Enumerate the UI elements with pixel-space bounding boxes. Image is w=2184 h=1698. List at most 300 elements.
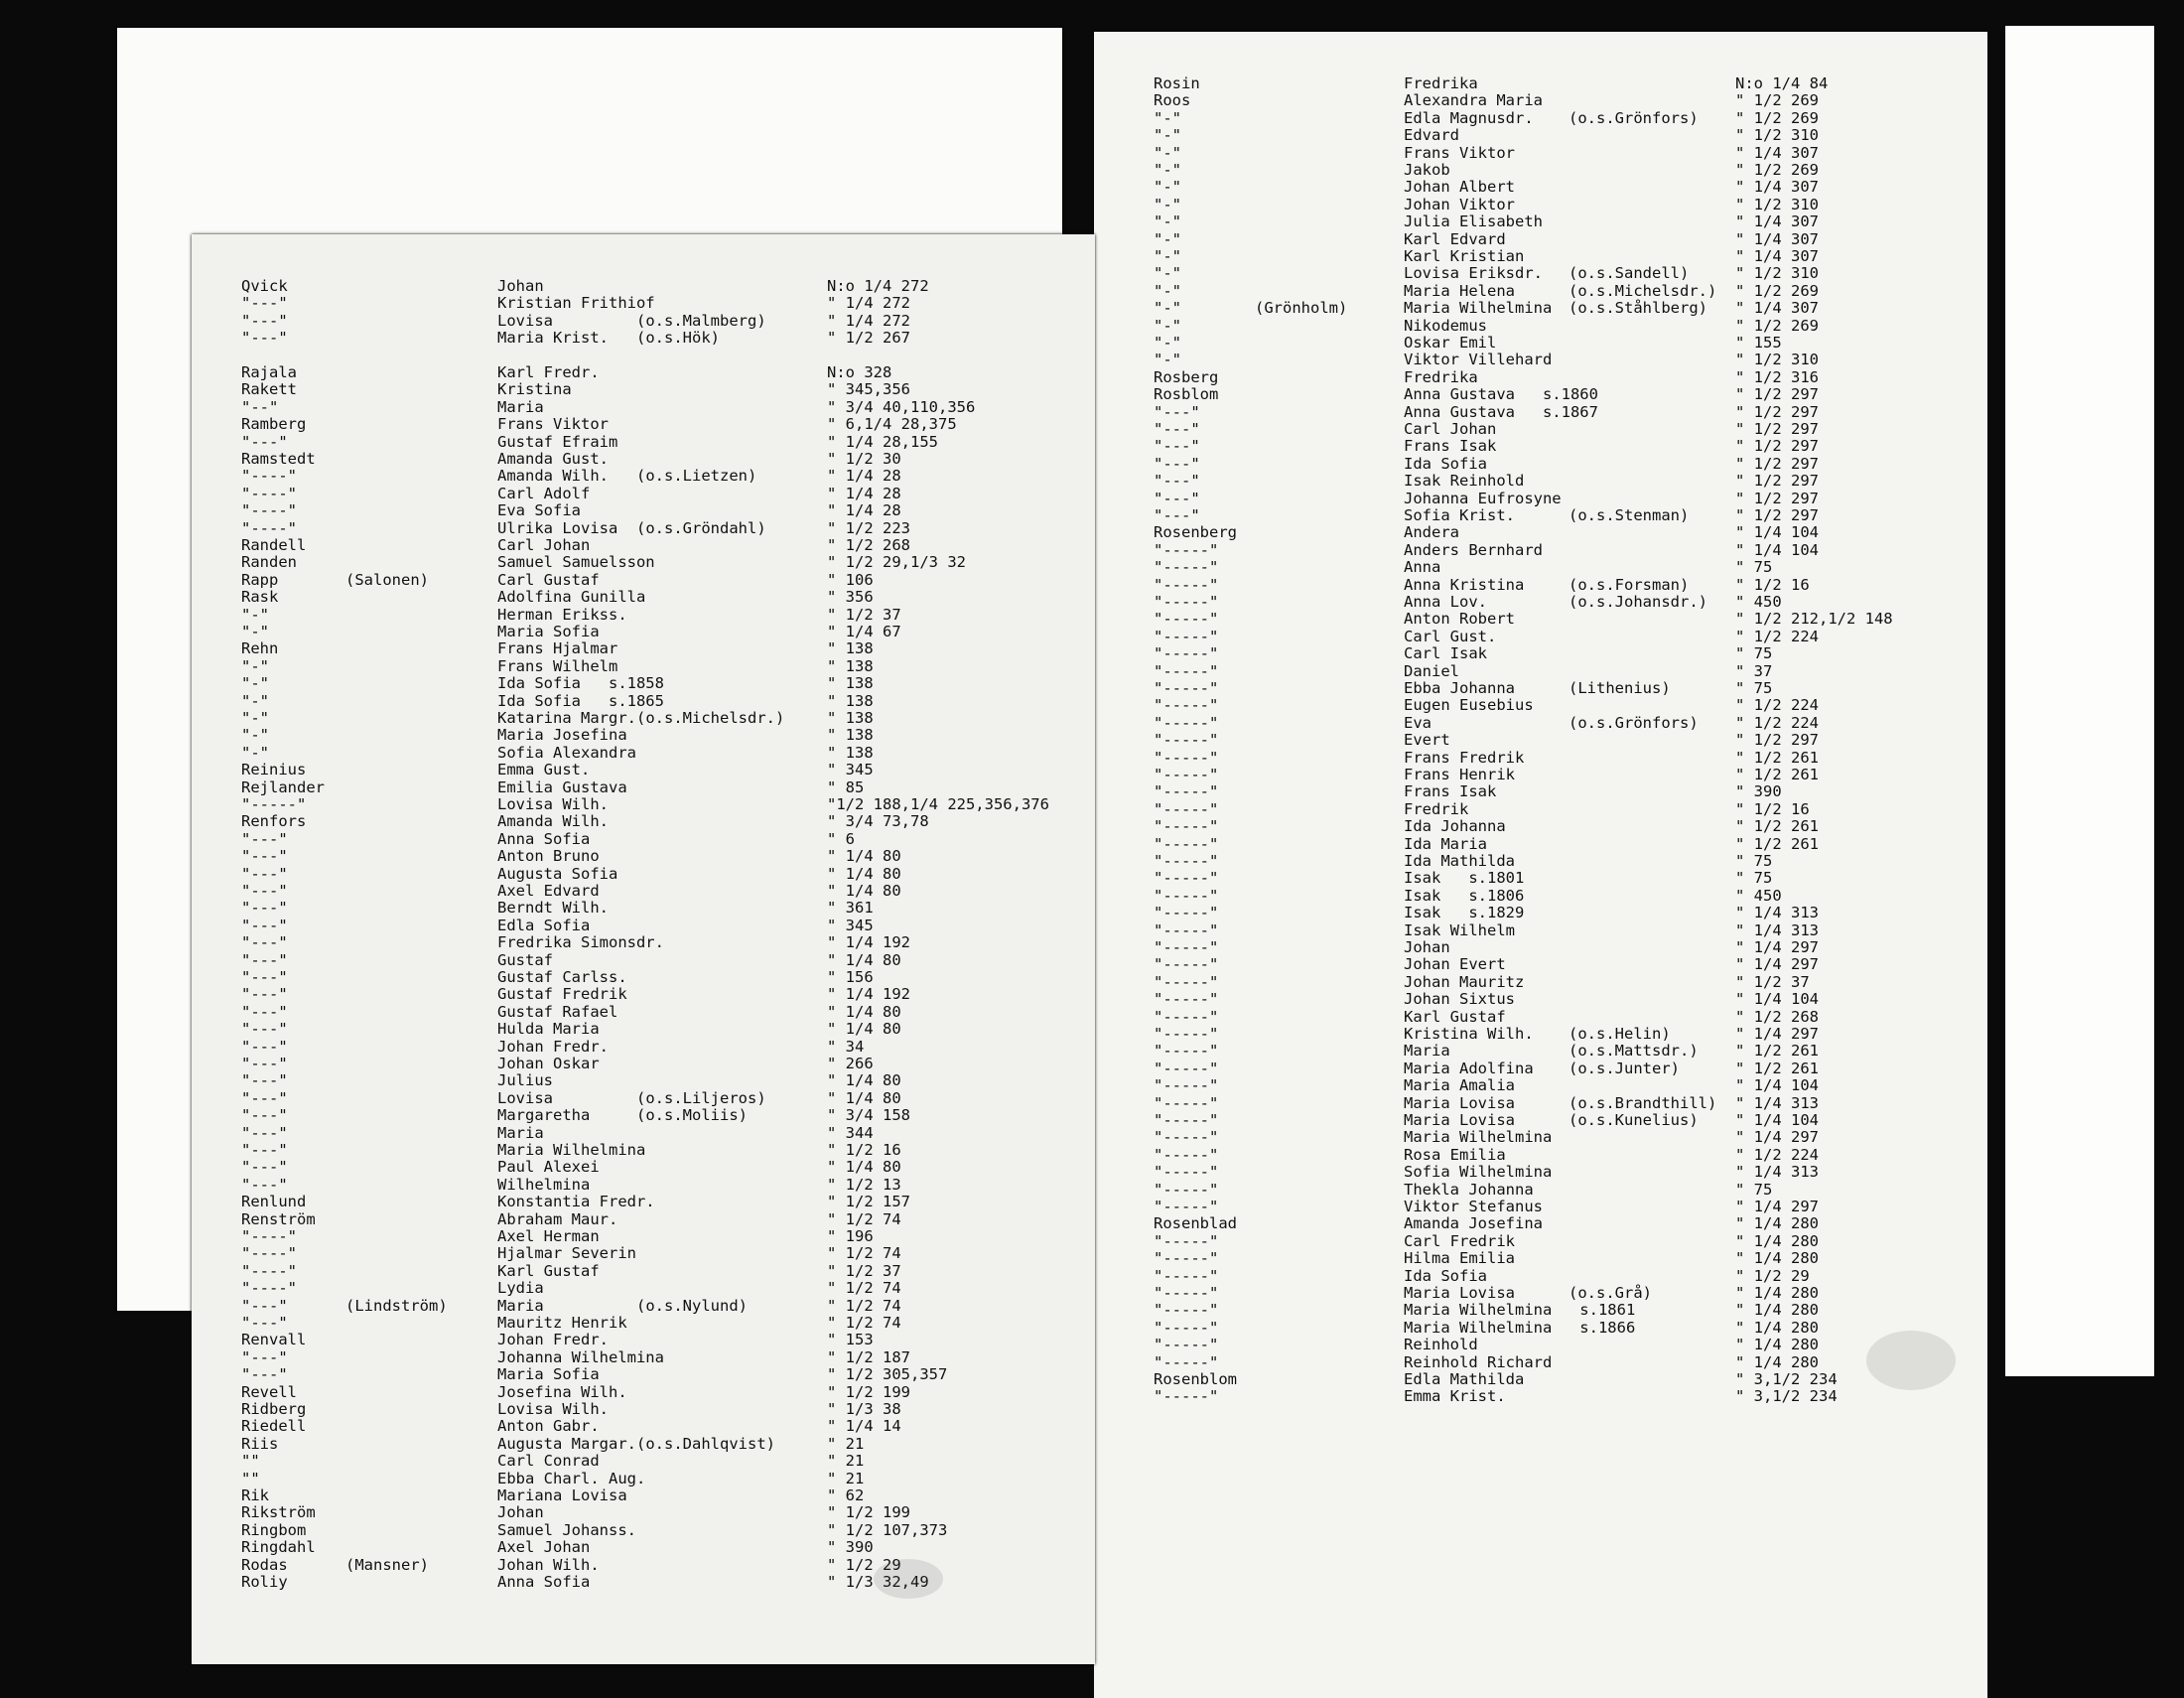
index-entry-row xyxy=(192,986,1095,1003)
entry-given-names: Isak Wilhelm xyxy=(1404,920,1515,939)
entry-surname: Riedell xyxy=(241,1417,307,1436)
entry-reference: " 1/4 313 xyxy=(1735,920,1819,939)
entry-surname: "-----" xyxy=(1154,610,1219,629)
entry-reference: " 75 xyxy=(1735,644,1773,663)
entry-surname: "---" xyxy=(241,933,288,952)
entry-given-names: Ebba Johanna xyxy=(1404,679,1515,697)
index-entry-row xyxy=(192,900,1095,917)
entry-surname: "---" xyxy=(241,1037,288,1056)
entry-reference: " 138 xyxy=(827,639,874,658)
entry-reference: " 390 xyxy=(1735,782,1782,801)
right-sheet-lower-blank xyxy=(1094,1442,1987,1698)
entry-maiden-name-note: (o.s.Junter) xyxy=(1569,1059,1680,1077)
entry-given-names: Ida Johanna xyxy=(1404,817,1506,836)
index-entry-row xyxy=(192,1349,1095,1366)
entry-given-names: Emma Krist. xyxy=(1404,1387,1506,1406)
entry-reference: " 6 xyxy=(827,829,855,848)
entry-given-names: Johan Albert xyxy=(1404,178,1515,197)
index-entry-row xyxy=(1094,1268,1987,1285)
entry-surname: "-----" xyxy=(1154,1059,1219,1077)
entry-given-names: Andera xyxy=(1404,523,1459,542)
index-entry-row xyxy=(192,1384,1095,1401)
entry-given-names: Edla Sofia xyxy=(497,916,591,934)
entry-reference: " 1/4 280 xyxy=(1735,1318,1819,1337)
entry-reference: " 1/2 16 xyxy=(1735,575,1810,594)
entry-given-names: Fredrika xyxy=(1404,74,1478,92)
index-entry-row xyxy=(192,813,1095,830)
entry-reference: " 1/2 74 xyxy=(827,1296,901,1315)
entry-reference: " 1/2 224 xyxy=(1735,1145,1819,1164)
index-entry-row xyxy=(1094,213,1987,230)
index-entry-row xyxy=(192,607,1095,624)
entry-surname: "-----" xyxy=(1154,1266,1219,1285)
entry-surname: "---" xyxy=(241,1175,288,1194)
entry-reference: " 1/4 307 xyxy=(1735,212,1819,231)
entry-reference: " 1/2 305,357 xyxy=(827,1365,948,1384)
entry-surname: "-----" xyxy=(1154,1145,1219,1164)
entry-surname: "-----" xyxy=(1154,679,1219,697)
index-entry-row xyxy=(192,1522,1095,1539)
index-entry-row xyxy=(1094,577,1987,594)
index-entry-row xyxy=(192,727,1095,744)
entry-reference: " 1/4 104 xyxy=(1735,1111,1819,1129)
entry-given-names: Lovisa xyxy=(497,1088,553,1107)
entry-reference: " 138 xyxy=(827,656,874,675)
entry-reference: " 1/4 14 xyxy=(827,1417,901,1436)
entry-surname: Renfors xyxy=(241,812,307,831)
index-entry-row xyxy=(1094,956,1987,973)
entry-surname: "---" xyxy=(241,916,288,934)
index-entry-row xyxy=(1094,905,1987,921)
index-entry-row xyxy=(192,468,1095,485)
entry-surname: Rosenblad xyxy=(1154,1214,1237,1233)
entry-given-names: Anton Bruno xyxy=(497,847,600,866)
entry-reference: " 1/2 297 xyxy=(1735,420,1819,438)
entry-surname: Rosenblom xyxy=(1154,1370,1237,1388)
entry-reference: " 1/2 268 xyxy=(827,536,910,554)
entry-given-names: Fredrika Simonsdr. xyxy=(497,933,664,952)
entry-surname: "-----" xyxy=(1154,1163,1219,1182)
entry-reference: " 1/4 80 xyxy=(827,1158,901,1177)
entry-reference: " 1/2 30 xyxy=(827,450,901,468)
entry-given-names: Amanda Wilh. xyxy=(497,467,609,486)
entry-given-names: Maria Wilhelmina xyxy=(1404,299,1553,318)
entry-maiden-name-note: (o.s.Michelsdr.) xyxy=(1569,281,1717,300)
entry-reference: " 1/3 38 xyxy=(827,1400,901,1418)
entry-given-names: Fredrik xyxy=(1404,799,1469,818)
index-entry-row xyxy=(192,1021,1095,1038)
entry-reference: " 390 xyxy=(827,1538,874,1557)
entry-surname: "-----" xyxy=(1154,1336,1219,1354)
entry-reference: " 1/2 37 xyxy=(827,1261,901,1280)
entry-surname: "-----" xyxy=(1154,593,1219,611)
entry-reference: " 1/2 37 xyxy=(1735,972,1810,991)
entry-maiden-name-note: (o.s.Grönfors) xyxy=(1569,108,1699,127)
index-entry-row xyxy=(1094,1026,1987,1043)
index-entry-row xyxy=(192,1539,1095,1556)
entry-given-names: Isak s.1801 xyxy=(1404,869,1525,888)
entry-surname: "-----" xyxy=(1154,972,1219,991)
index-entry-row xyxy=(1094,1199,1987,1215)
entry-reference: " 1/4 297 xyxy=(1735,955,1819,974)
entry-reference: " 1/2 74 xyxy=(827,1244,901,1263)
entry-surname: "-" xyxy=(1154,108,1181,127)
entry-maiden-name-note: (o.s.Kunelius) xyxy=(1569,1111,1699,1129)
index-entry-row xyxy=(192,1366,1095,1383)
index-entry-row xyxy=(192,675,1095,692)
entry-surname: "----" xyxy=(241,1244,297,1263)
entry-surname: "-----" xyxy=(1154,834,1219,853)
entry-given-names: Lovisa Eriksdr. xyxy=(1404,264,1543,283)
entry-surname: "---" xyxy=(241,1106,288,1125)
entry-reference: " 1/4 280 xyxy=(1735,1301,1819,1320)
entry-given-names: Thekla Johanna xyxy=(1404,1180,1534,1199)
index-entry-row xyxy=(192,1298,1095,1315)
entry-alias: (Salonen) xyxy=(345,570,429,589)
entry-surname: "-----" xyxy=(1154,1284,1219,1302)
entry-surname: "-" xyxy=(1154,281,1181,300)
entry-reference: " 1/2 187 xyxy=(827,1347,910,1366)
index-entry-row xyxy=(192,1453,1095,1470)
entry-reference: " 1/2 310 xyxy=(1735,126,1819,145)
entry-surname: "---" xyxy=(241,1123,288,1142)
entry-surname: "-" xyxy=(1154,229,1181,248)
entry-surname: "--" xyxy=(241,397,279,416)
entry-given-names: Karl Kristian xyxy=(1404,247,1525,265)
entry-given-names: Reinhold xyxy=(1404,1336,1478,1354)
entry-reference: " 1/4 67 xyxy=(827,623,901,640)
entry-surname: "---" xyxy=(1154,454,1200,473)
index-entry-row xyxy=(192,1039,1095,1056)
entry-surname: Rajala xyxy=(241,363,297,381)
entry-surname: "---" xyxy=(241,968,288,986)
entry-surname: "-----" xyxy=(1154,1093,1219,1112)
entry-reference: " 85 xyxy=(827,778,865,796)
entry-maiden-name-note: (o.s.Nylund) xyxy=(636,1296,748,1315)
entry-given-names: Fredrika xyxy=(1404,367,1478,386)
index-entry-row xyxy=(1094,456,1987,473)
entry-reference: " 1/2 199 xyxy=(827,1382,910,1401)
entry-reference: " 1/2 74 xyxy=(827,1279,901,1298)
entry-given-names: Edla Mathilda xyxy=(1404,1370,1525,1388)
entry-given-names: Maria Helena xyxy=(1404,281,1515,300)
entry-given-names: Samuel Johanss. xyxy=(497,1520,636,1539)
index-entry-row xyxy=(1094,697,1987,714)
entry-surname: "-" xyxy=(1154,351,1181,369)
entry-surname: "-" xyxy=(241,656,269,675)
index-entry-row xyxy=(1094,1354,1987,1371)
entry-reference: " 1/4 280 xyxy=(1735,1249,1819,1268)
entry-given-names: Hulda Maria xyxy=(497,1020,600,1039)
entry-reference: " 345 xyxy=(827,916,874,934)
entry-surname: Renström xyxy=(241,1209,316,1228)
entry-reference: " 1/4 104 xyxy=(1735,523,1819,542)
entry-reference: " 1/4 280 xyxy=(1735,1284,1819,1302)
entry-surname: "-----" xyxy=(1154,696,1219,715)
entry-surname: Revell xyxy=(241,1382,297,1401)
index-entry-row xyxy=(192,313,1095,330)
entry-surname: "-----" xyxy=(1154,1231,1219,1250)
index-entry-row xyxy=(1094,318,1987,335)
entry-given-names: Maria Adolfina xyxy=(1404,1059,1534,1077)
entry-surname: "-----" xyxy=(1154,1249,1219,1268)
index-entry-row xyxy=(1094,922,1987,939)
entry-given-names: Evert xyxy=(1404,731,1450,750)
index-entry-row xyxy=(192,381,1095,398)
index-entry-row xyxy=(192,502,1095,519)
index-entry-row xyxy=(1094,1233,1987,1250)
entry-surname: "---" xyxy=(241,847,288,866)
entry-surname: "-" xyxy=(241,623,269,640)
entry-given-names: Lovisa xyxy=(497,311,553,330)
entry-given-names: Maria Josefina xyxy=(497,726,627,745)
entry-reference: " 345,356 xyxy=(827,380,910,399)
index-entry-row xyxy=(1094,939,1987,956)
entry-surname: "-" xyxy=(1154,178,1181,197)
entry-given-names: Carl Gustaf xyxy=(497,570,600,589)
entry-given-names: Emilia Gustava xyxy=(497,778,627,796)
entry-given-names: Carl Fredrik xyxy=(1404,1231,1515,1250)
entry-reference: " 1/2 37 xyxy=(827,605,901,624)
entry-surname: Rapp xyxy=(241,570,279,589)
entry-alias: (Grönholm) xyxy=(1255,299,1348,318)
entry-surname: Rask xyxy=(241,588,279,607)
entry-surname: Rakett xyxy=(241,380,297,399)
entry-surname: "---" xyxy=(241,311,288,330)
index-entry-row xyxy=(192,1401,1095,1418)
entry-surname: "-----" xyxy=(1154,731,1219,750)
entry-given-names: Wilhelmina xyxy=(497,1175,591,1194)
entry-reference: " 75 xyxy=(1735,679,1773,697)
index-entry-row xyxy=(1094,473,1987,490)
entry-maiden-name-note: (o.s.Moliis) xyxy=(636,1106,748,1125)
entry-reference: " 1/2 269 xyxy=(1735,161,1819,179)
entry-maiden-name-note: (o.s.Malmberg) xyxy=(636,311,766,330)
entry-given-names: Maria Wilhelmina xyxy=(497,1141,646,1159)
entry-surname: "---" xyxy=(241,882,288,900)
entry-reference: " 1/4 28 xyxy=(827,467,901,486)
entry-reference: " 1/2 297 xyxy=(1735,472,1819,491)
entry-reference: " 1/4 313 xyxy=(1735,1093,1819,1112)
index-entry-row xyxy=(1094,1371,1987,1388)
entry-given-names: Anders Bernhard xyxy=(1404,540,1543,559)
entry-given-names: Carl Gust. xyxy=(1404,627,1497,645)
index-entry-row xyxy=(192,1504,1095,1521)
entry-maiden-name-note: (o.s.Lietzen) xyxy=(636,467,757,486)
index-entry-row xyxy=(1094,491,1987,507)
index-entry-row xyxy=(192,796,1095,813)
entry-given-names: Viktor Villehard xyxy=(1404,351,1553,369)
entry-reference: " 1/4 28,155 xyxy=(827,432,938,451)
index-entry-row xyxy=(1094,680,1987,697)
index-entry-row xyxy=(192,1245,1095,1262)
entry-given-names: Nikodemus xyxy=(1404,316,1487,335)
entry-surname: Ridberg xyxy=(241,1400,307,1418)
index-entry-row xyxy=(192,1436,1095,1453)
index-entry-row xyxy=(192,779,1095,796)
index-entry-row xyxy=(1094,888,1987,905)
entry-reference: " 1/2 297 xyxy=(1735,454,1819,473)
entry-reference: " 356 xyxy=(827,588,874,607)
entry-given-names: Gustaf Rafael xyxy=(497,1002,618,1021)
entry-reference: N:o 1/4 272 xyxy=(827,277,929,295)
entry-given-names: Augusta Margar. xyxy=(497,1434,636,1453)
entry-reference: " 138 xyxy=(827,726,874,745)
entry-surname: "-" xyxy=(241,605,269,624)
index-entry-row xyxy=(192,934,1095,951)
entry-surname: "-----" xyxy=(1154,748,1219,767)
index-entry-row xyxy=(192,658,1095,675)
entry-surname: Roos xyxy=(1154,91,1191,110)
index-entry-row xyxy=(1094,231,1987,248)
entry-given-names: Rosa Emilia xyxy=(1404,1145,1506,1164)
index-entry-row xyxy=(192,640,1095,657)
entry-reference: " 1/2 267 xyxy=(827,329,910,348)
entry-surname: "-----" xyxy=(1154,920,1219,939)
entry-reference: " 1/4 272 xyxy=(827,311,910,330)
entry-given-names: Johan Fredr. xyxy=(497,1331,609,1349)
index-entry-row xyxy=(1094,438,1987,455)
entry-given-names: Oskar Emil xyxy=(1404,334,1497,352)
entry-surname: Renlund xyxy=(241,1193,307,1211)
index-entry-row xyxy=(1094,92,1987,109)
index-entry-row xyxy=(1094,1043,1987,1060)
entry-given-names: Johan Evert xyxy=(1404,955,1506,974)
entry-surname: Renvall xyxy=(241,1331,307,1349)
entry-given-names: Anna Kristina xyxy=(1404,575,1525,594)
entry-reference: " 1/2 224 xyxy=(1735,713,1819,732)
entry-given-names: Axel Johan xyxy=(497,1538,591,1557)
index-entry-row xyxy=(1094,611,1987,628)
entry-surname: "-----" xyxy=(241,795,307,813)
index-entry-row xyxy=(192,416,1095,433)
entry-reference: " 1/2 297 xyxy=(1735,731,1819,750)
entry-reference: " 361 xyxy=(827,899,874,918)
entry-given-names: Carl Johan xyxy=(1404,420,1497,438)
index-entry-row xyxy=(1094,1147,1987,1164)
entry-reference: " 450 xyxy=(1735,886,1782,905)
index-entry-row xyxy=(192,969,1095,986)
left-index-card xyxy=(192,234,1095,1664)
entry-reference: " 1/4 297 xyxy=(1735,938,1819,956)
entry-surname: "-----" xyxy=(1154,766,1219,783)
index-entry-row xyxy=(192,1004,1095,1021)
entry-given-names: Carl Adolf xyxy=(497,484,591,502)
index-entry-row xyxy=(192,1574,1095,1591)
entry-reference: " 1/4 297 xyxy=(1735,1198,1819,1215)
entry-given-names: Anna Gustava s.1860 xyxy=(1404,385,1598,404)
index-entry-row xyxy=(192,399,1095,416)
entry-surname: "---" xyxy=(241,294,288,313)
entry-surname: Rodas xyxy=(241,1555,288,1574)
entry-reference: " 1/2 29,1/3 32 xyxy=(827,553,966,572)
entry-surname: "-" xyxy=(1154,212,1181,231)
entry-reference: " 1/4 307 xyxy=(1735,299,1819,318)
entry-surname: "-----" xyxy=(1154,1352,1219,1371)
index-entry-row xyxy=(1094,991,1987,1008)
entry-given-names: Karl Edvard xyxy=(1404,229,1506,248)
index-entry-row xyxy=(1094,663,1987,680)
entry-surname: "---" xyxy=(241,329,288,348)
entry-reference: " 1/4 80 xyxy=(827,1071,901,1090)
entry-surname: "-----" xyxy=(1154,955,1219,974)
entry-surname: "-" xyxy=(241,691,269,710)
index-entry-row xyxy=(192,1072,1095,1089)
entry-maiden-name-note: (o.s.Michelsdr.) xyxy=(636,709,785,727)
entry-given-names: Maria xyxy=(497,397,544,416)
entry-surname: "-----" xyxy=(1154,1042,1219,1061)
entry-reference: " 1/4 297 xyxy=(1735,1025,1819,1043)
entry-reference: " 106 xyxy=(827,570,874,589)
index-entry-row xyxy=(1094,801,1987,818)
index-entry-row xyxy=(1094,974,1987,991)
entry-surname: "" xyxy=(241,1469,260,1487)
entry-given-names: Ida Maria xyxy=(1404,834,1487,853)
index-entry-row xyxy=(192,762,1095,778)
index-entry-row xyxy=(1094,594,1987,611)
entry-given-names: Amanda Josefina xyxy=(1404,1214,1543,1233)
entry-given-names: Maria Krist. xyxy=(497,329,609,348)
entry-given-names: Mariana Lovisa xyxy=(497,1486,627,1504)
entry-given-names: Frans Viktor xyxy=(1404,143,1515,162)
entry-reference: " 1/3 32,49 xyxy=(827,1573,929,1591)
index-entry-row xyxy=(192,589,1095,606)
index-entry-row xyxy=(1094,818,1987,835)
entry-surname: "-----" xyxy=(1154,1198,1219,1215)
entry-reference: " 1/2 261 xyxy=(1735,1059,1819,1077)
entry-surname: Rosberg xyxy=(1154,367,1219,386)
entry-reference: " 3/4 158 xyxy=(827,1106,910,1125)
entry-surname: "-" xyxy=(1154,247,1181,265)
index-entry-row xyxy=(1094,1112,1987,1129)
entry-surname: "---" xyxy=(1154,402,1200,421)
entry-reference: " 196 xyxy=(827,1227,874,1245)
entry-surname: "-" xyxy=(1154,126,1181,145)
entry-reference: " 1/4 80 xyxy=(827,864,901,883)
entry-given-names: Johanna Wilhelmina xyxy=(497,1347,664,1366)
entry-reference: " 1/4 80 xyxy=(827,1020,901,1039)
entry-surname: "---" xyxy=(241,1002,288,1021)
entry-reference: " 3,1/2 234 xyxy=(1735,1370,1838,1388)
entry-surname: "----" xyxy=(241,1261,297,1280)
index-entry-row xyxy=(192,1557,1095,1574)
entry-reference: " 1/4 80 xyxy=(827,882,901,900)
index-entry-row xyxy=(192,952,1095,969)
entry-given-names: Kristina xyxy=(497,380,572,399)
entry-given-names: Maria Lovisa xyxy=(1404,1093,1515,1112)
entry-reference: " 1/2 310 xyxy=(1735,264,1819,283)
entry-reference: " 1/2 157 xyxy=(827,1193,910,1211)
entry-given-names: Maria xyxy=(497,1296,544,1315)
entry-surname: "---" xyxy=(241,1296,288,1315)
index-entry-row xyxy=(1094,369,1987,386)
entry-given-names: Maria Lovisa xyxy=(1404,1284,1515,1302)
entry-surname: Rik xyxy=(241,1486,269,1504)
entry-given-names: Lovisa Wilh. xyxy=(497,1400,609,1418)
entry-reference: " 1/2 107,373 xyxy=(827,1520,948,1539)
index-entry-row xyxy=(192,1107,1095,1124)
entry-reference: " 75 xyxy=(1735,869,1773,888)
entry-reference: " 1/2 29 xyxy=(827,1555,901,1574)
entry-reference: " 37 xyxy=(1735,661,1773,680)
entry-given-names: Ida Sofia s.1865 xyxy=(497,691,664,710)
right-index-card xyxy=(1094,32,1987,1442)
entry-given-names: Reinhold Richard xyxy=(1404,1352,1553,1371)
entry-reference: " 1/2 310 xyxy=(1735,195,1819,213)
index-entry-row xyxy=(1094,1337,1987,1353)
entry-surname: "---" xyxy=(1154,420,1200,438)
entry-surname: "-----" xyxy=(1154,990,1219,1009)
